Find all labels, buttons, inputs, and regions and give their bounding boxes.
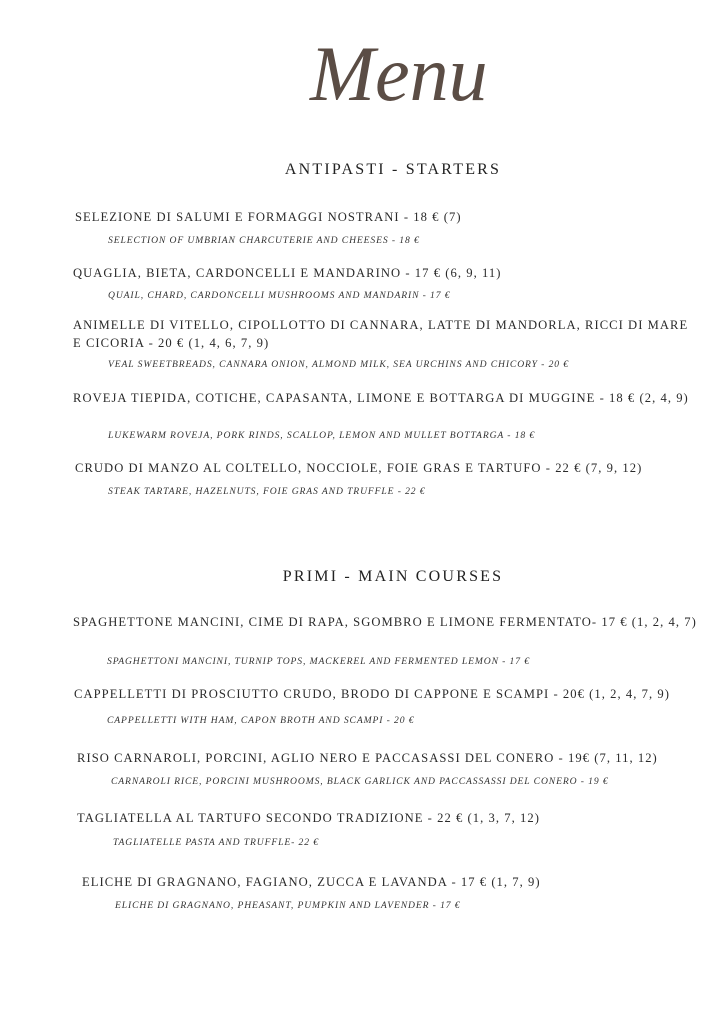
item-description: CARNAROLI RICE, PORCINI MUSHROOMS, BLACK GARLICK AND PACCASSASSI DEL CONERO - 19 €	[111, 776, 609, 787]
menu-item	[73, 316, 698, 352]
item-name: RISO CARNAROLI, PORCINI, AGLIO NERO E PACCASASSI DEL CONERO - 19€ (7, 11, 12)	[77, 751, 658, 765]
item-description: ELICHE DI GRAGNANO, PHEASANT, PUMPKIN AND LAVENDER - 17 €	[115, 900, 461, 911]
menu-item	[74, 685, 723, 703]
item-description: SELECTION OF UMBRIAN CHARCUTERIE AND CHEESES - 18 €	[108, 235, 420, 246]
item-name: ELICHE DI GRAGNANO, FAGIANO, ZUCCA E LAVANDA - 17 € (1, 7, 9)	[82, 875, 541, 889]
item-description: TAGLIATELLE PASTA AND TRUFFLE- 22 €	[113, 837, 319, 848]
item-name: SPAGHETTONE MANCINI, CIME DI RAPA, SGOMBRO E LIMONE FERMENTATO- 17 € (1, 2, 4, 7)	[73, 615, 697, 629]
item-name: TAGLIATELLA AL TARTUFO SECONDO TRADIZIONE - 22 € (1, 3, 7, 12)	[77, 811, 540, 825]
item-name: ANIMELLE DI VITELLO, CIPOLLOTTO DI CANNARA, LATTE DI MANDORLA, RICCI DI MARE E CICORIA - 20 € (1, 4, 6, 7, 9)	[73, 318, 689, 350]
section-heading-main-courses: PRIMI - MAIN COURSES	[282, 568, 504, 585]
menu-title-text: Menu	[310, 30, 488, 117]
item-name: SELEZIONE DI SALUMI E FORMAGGI NOSTRANI - 18 € (7)	[75, 210, 462, 224]
item-name: CRUDO DI MANZO AL COLTELLO, NOCCIOLE, FOIE GRAS E TARTUFO - 22 € (7, 9, 12)	[75, 461, 643, 475]
item-description: VEAL SWEETBREADS, CANNARA ONION, ALMOND MILK, SEA URCHINS AND CHICORY - 20 €	[108, 359, 569, 370]
menu-item	[75, 208, 700, 226]
menu-item	[73, 389, 698, 407]
menu-item	[82, 873, 707, 891]
item-name: CAPPELLETTI DI PROSCIUTTO CRUDO, BRODO DI CAPPONE E SCAMPI - 20€ (1, 2, 4, 7, 9)	[74, 687, 670, 701]
menu-title	[300, 18, 490, 128]
item-description: SPAGHETTONI MANCINI, TURNIP TOPS, MACKEREL AND FERMENTED LEMON - 17 €	[107, 656, 530, 667]
menu-item	[77, 749, 717, 767]
item-name: QUAGLIA, BIETA, CARDONCELLI E MANDARINO - 17 € (6, 9, 11)	[73, 266, 502, 280]
item-name: ROVEJA TIEPIDA, COTICHE, CAPASANTA, LIMONE E BOTTARGA DI MUGGINE - 18 € (2, 4, 9)	[73, 391, 689, 405]
item-description: STEAK TARTARE, HAZELNUTS, FOIE GRAS AND TRUFFLE - 22 €	[108, 486, 426, 497]
menu-item	[73, 613, 698, 631]
item-description: LUKEWARM ROVEJA, PORK RINDS, SCALLOP, LEMON AND MULLET BOTTARGA - 18 €	[108, 430, 536, 441]
menu-item	[75, 459, 700, 477]
menu-item	[77, 809, 702, 827]
menu-item	[73, 264, 698, 282]
item-description: QUAIL, CHARD, CARDONCELLI MUSHROOMS AND MANDARIN - 17 €	[108, 290, 451, 301]
item-description: CAPPELLETTI WITH HAM, CAPON BROTH AND SCAMPI - 20 €	[107, 715, 415, 726]
section-heading-starters: ANTIPASTI - STARTERS	[284, 161, 502, 178]
